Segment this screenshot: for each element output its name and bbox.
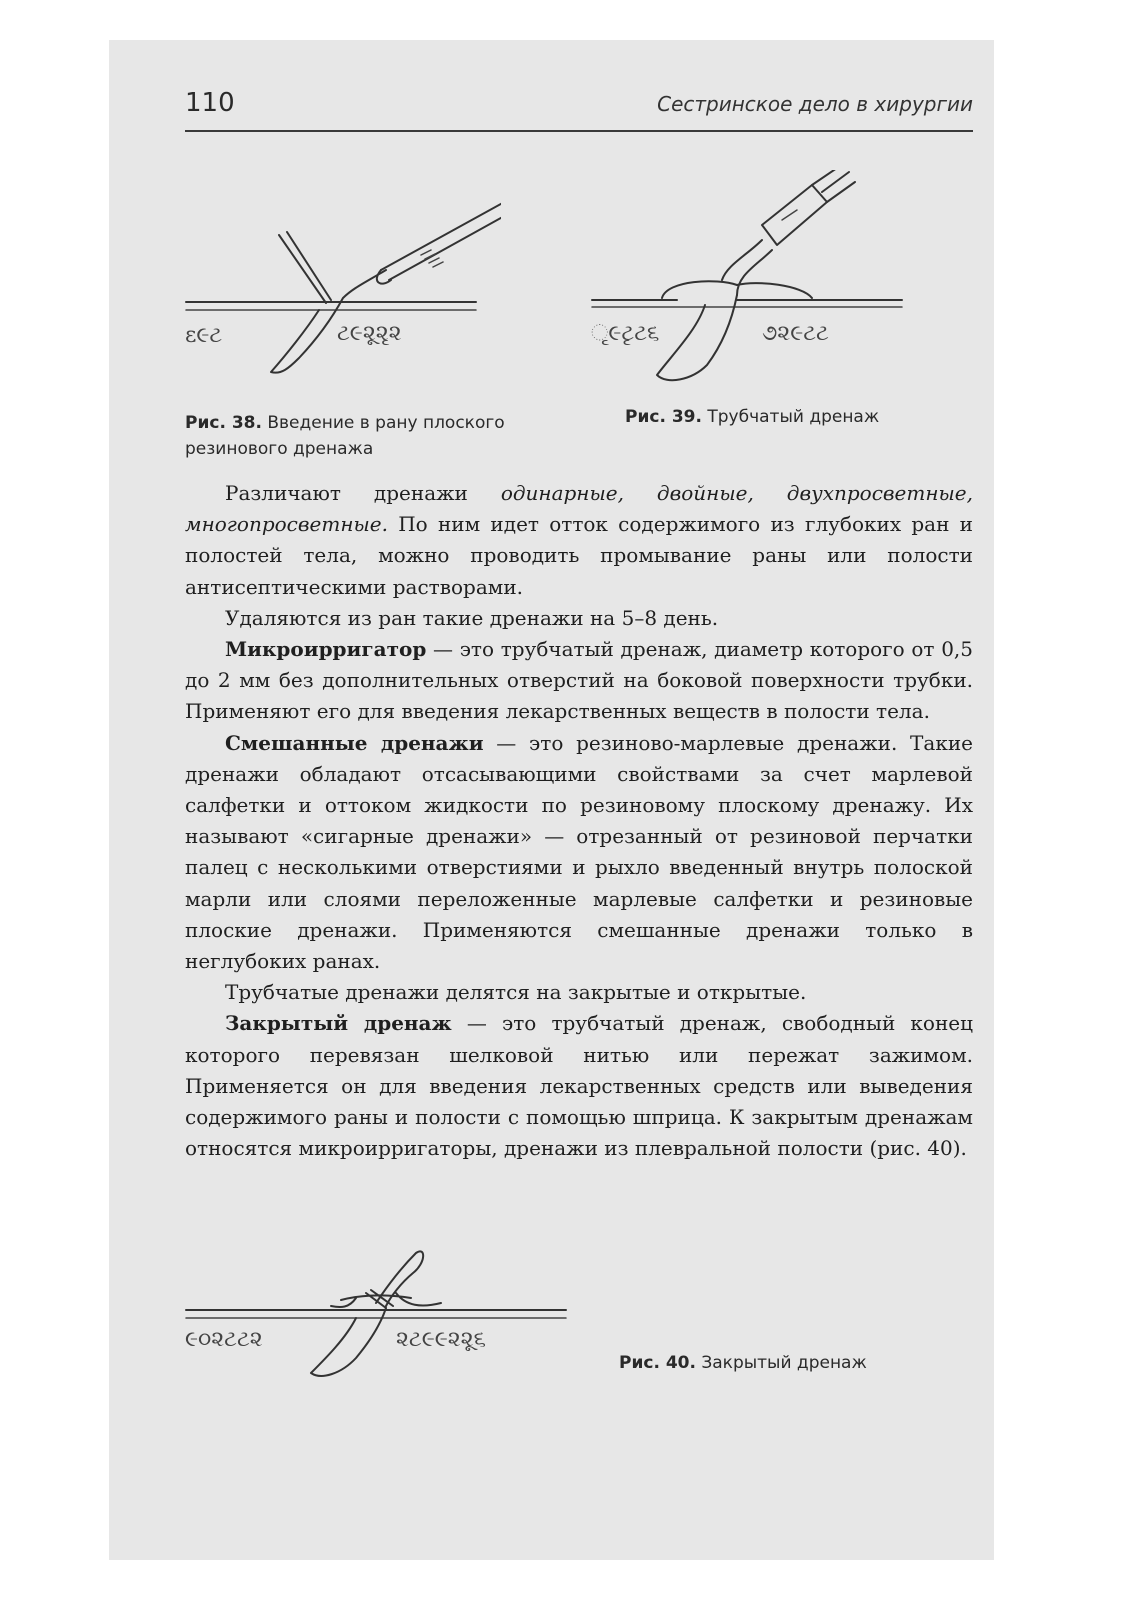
svg-text:ૃ૯ટૃટ૬: ૃ૯ટૃટ૬ — [591, 321, 660, 346]
paragraph-6-text: — это трубчатый дренаж, свободный конец которого перевязан шелковой нитью или пережат зажимом. Применяется он для введения лекарственных средств или выведения содержимого раны и полости с помощью шприца. К закрытым дренажам относятся микроирригаторы, дренажи из плевральной полости (рис. 40). — [185, 1011, 973, 1161]
running-title: Сестринское дело в хирургии — [657, 92, 973, 116]
svg-text:ટ૯૨ૂ૨ૃ૨: ટ૯૨ૂ૨ૃ૨ — [337, 321, 402, 346]
paragraph-5: Трубчатые дренажи делятся на закрытые и открытые. — [225, 980, 807, 1005]
figure-40-text: Закрытый дренаж — [701, 1353, 867, 1373]
paragraph-3 — [185, 634, 973, 728]
term-mixed-drains: Смешанные дренажи — [225, 730, 484, 755]
svg-text:ɛ૯ટ: ɛ૯ટ — [185, 323, 223, 348]
figure-39-text: Трубчатый дренаж — [707, 407, 880, 427]
body-text — [185, 478, 973, 1164]
paragraph-6 — [185, 1008, 973, 1164]
svg-text:૯૦૨ટટ૨: ૯૦૨ટટ૨ — [185, 1327, 263, 1352]
book-page — [109, 40, 994, 1560]
paragraph-1-intro: Различают дренажи — [225, 481, 501, 505]
paragraph-3-text: — это трубчатый дренаж, диаметр которого от 0,5 до 2 мм без дополнительных отверстий на боковой поверхности трубки. Применяют его для введения лекарственных веществ в полости тела. — [185, 637, 973, 724]
figure-40-label: Рис. 40. — [619, 1353, 696, 1373]
paragraph-4 — [185, 728, 973, 978]
figure-40-illustration — [181, 1248, 571, 1398]
figure-39-caption — [625, 404, 965, 430]
paragraph-1-rest: По ним идет отток содержимого из глубоких ран и полостей тела, можно проводить промывание раны или полости антисептическими растворами. — [185, 512, 973, 599]
figure-38-label: Рис. 38. — [185, 413, 262, 433]
figure-39-label: Рис. 39. — [625, 407, 702, 427]
figure-40-caption — [619, 1350, 959, 1376]
figure-39-illustration — [587, 170, 907, 395]
page-number: 110 — [185, 88, 235, 118]
paragraph-4-text: — это резиново-марлевые дренажи. Такие дренажи обладают отсасывающими свойствами за счет марлевой салфетки и оттоком жидкости по резиновому плоскому дренажу. Их называют «сигарные дренажи» — отрезанный от резиновой перчатки палец с несколькими отверстиями и рыхло введенный внутрь полоской марли или слоями переложенные марлевые салфетки и резиновые плоские дренажи. Применяются смешанные дренажи только в неглубоких ранах. — [185, 730, 973, 974]
svg-text:૨ટ૯૯૨૨ૂ૬: ૨ટ૯૯૨૨ૂ૬ — [396, 1327, 486, 1352]
svg-text:૭૨૯ટટ: ૭૨૯ટટ — [762, 321, 829, 346]
term-closed-drain: Закрытый дренаж — [225, 1011, 452, 1036]
term-microirrigator: Микроирригатор — [225, 637, 427, 662]
figure-38-illustration — [181, 170, 501, 395]
page-header — [185, 88, 973, 132]
figure-38-text: Введение в рану плоского резинового дренажа — [185, 413, 505, 459]
figure-38-caption — [185, 410, 585, 462]
paragraph-1 — [185, 478, 973, 603]
paragraph-1-drain-types: одинарные, двойные, двухпросветные, многопросветные. — [185, 481, 973, 537]
paragraph-2: Удаляются из ран такие дренажи на 5–8 день. — [225, 605, 719, 630]
